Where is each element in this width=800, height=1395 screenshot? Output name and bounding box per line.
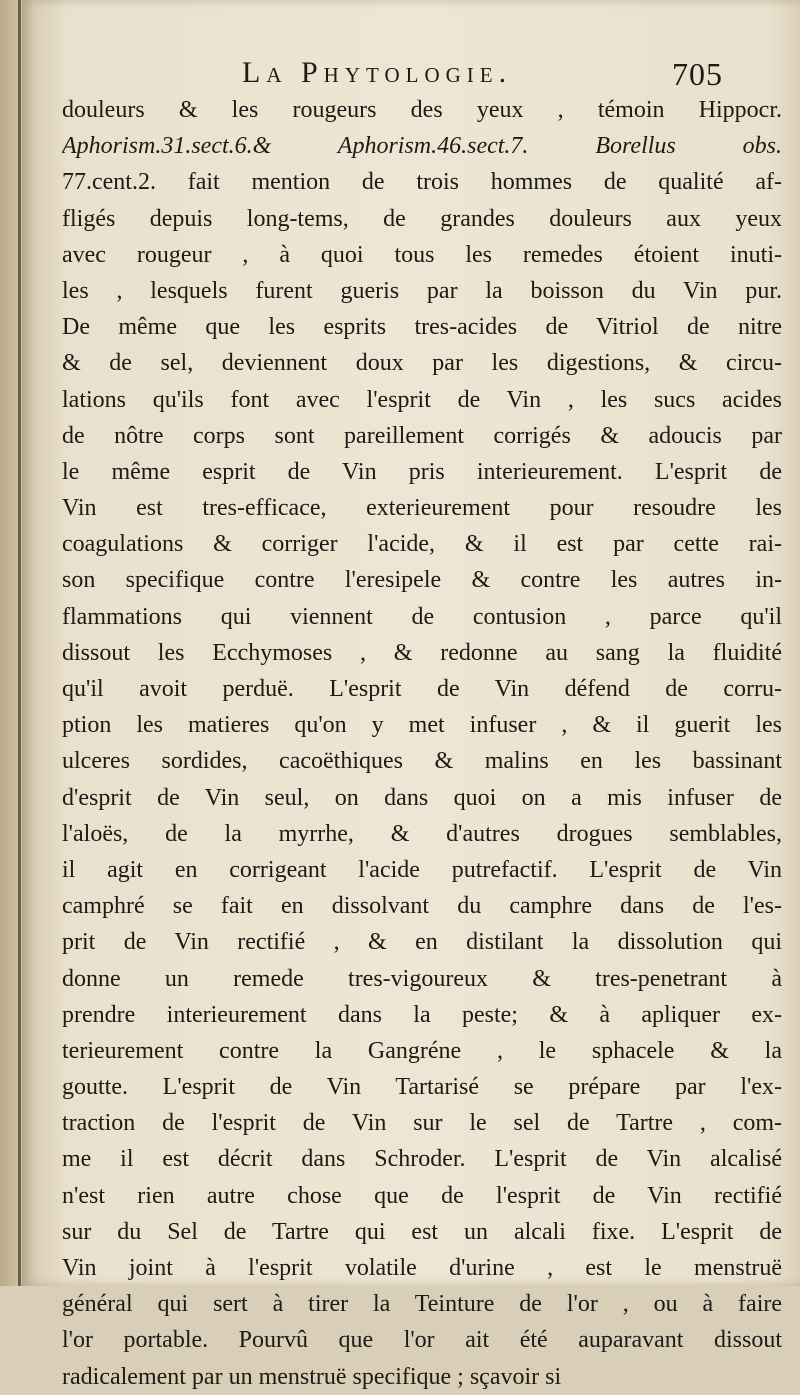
text-line: flammations qui viennent de contusion , parce qu'il <box>62 603 782 630</box>
text-line: camphré se fait en dissolvant du camphre dans de l'es- <box>62 893 782 920</box>
page-number: 705 <box>672 56 723 92</box>
text-line: 77.cent.2. fait mention de trois hommes de qualité af- <box>62 169 782 196</box>
text-line: il agit en corrigeant l'acide putrefactif. L'esprit de Vin <box>62 856 782 883</box>
text-line: goutte. L'esprit de Vin Tartarisé se prépare par l'ex- <box>62 1074 782 1101</box>
text-line: coagulations & corriger l'acide, & il est par cette rai- <box>62 531 782 558</box>
text-line: sur du Sel de Tartre qui est un alcali fixe. L'esprit de <box>62 1218 782 1245</box>
book-spine-edge <box>18 0 21 1286</box>
text-line: n'est rien autre chose que de l'esprit de Vin rectifié <box>62 1182 782 1209</box>
text-line: qu'il avoit perduë. L'esprit de Vin défend de corru- <box>62 676 782 702</box>
text-line: radicalement par un menstruë specifique ; sçavoir si <box>62 1363 562 1390</box>
text-line: donne un remede tres-vigoureux & tres-penetrant à <box>62 965 782 992</box>
text-line: Aphorism.31.sect.6.& Aphorism.46.sect.7. Borellus obs. <box>62 133 782 160</box>
text-line: avec rougeur , à quoi tous les remedes étoient inuti- <box>62 241 782 268</box>
text-line: l'aloës, de la myrrhe, & d'autres drogues semblables, <box>62 820 782 847</box>
text-line: de nôtre corps sont pareillement corrigés & adoucis par <box>62 422 782 449</box>
text-line: fligés depuis long-tems, de grandes douleurs aux yeux <box>62 205 782 232</box>
text-line: Vin est tres-efficace, exterieurement pour resoudre les <box>62 495 782 522</box>
text-line: ulceres sordides, cacoëthiques & malins en les bassinant <box>62 748 782 775</box>
text-line: traction de l'esprit de Vin sur le sel de Tartre , com- <box>62 1110 782 1137</box>
text-line: les , lesquels furent gueris par la boisson du Vin pur. <box>62 277 782 304</box>
text-line: Vin joint à l'esprit volatile d'urine , est le menstruë <box>62 1255 782 1281</box>
text-line: le même esprit de Vin pris interieurement. L'esprit de <box>62 458 782 485</box>
text-line: son specifique contre l'eresipele & contre les autres in- <box>62 567 782 594</box>
text-line: De même que les esprits tres-acides de Vitriol de nitre <box>62 314 782 341</box>
text-line: d'esprit de Vin seul, on dans quoi on a mis infuser de <box>62 784 782 811</box>
text-line: me il est décrit dans Schroder. L'esprit de Vin alcalisé <box>62 1146 782 1173</box>
book-page <box>22 0 800 1390</box>
text-line: lations qu'ils font avec l'esprit de Vin , les sucs acides <box>62 386 782 413</box>
text-line: dissout les Ecchymoses , & redonne au sang la fluidité <box>62 639 782 666</box>
text-line: ption les matieres qu'on y met infuser , & il guerit les <box>62 712 782 739</box>
page-header <box>22 56 800 96</box>
text-line: douleurs & les rougeurs des yeux , témoin Hippocr. <box>62 97 782 123</box>
text-line: général qui sert à tirer la Teinture de l'or , ou à faire <box>62 1291 782 1318</box>
text-line: prendre interieurement dans la peste; & à apliquer ex- <box>62 1001 782 1028</box>
page-text-block <box>62 92 782 1395</box>
text-line: l'or portable. Pourvû que l'or ait été auparavant dissout <box>62 1327 782 1354</box>
running-title: La Phytologie. <box>242 56 513 89</box>
text-line: & de sel, deviennent doux par les digestions, & circu- <box>62 350 782 377</box>
text-line: prit de Vin rectifié , & en distilant la dissolution qui <box>62 929 782 956</box>
text-line: terieurement contre la Gangréne , le sphacele & la <box>62 1037 782 1064</box>
